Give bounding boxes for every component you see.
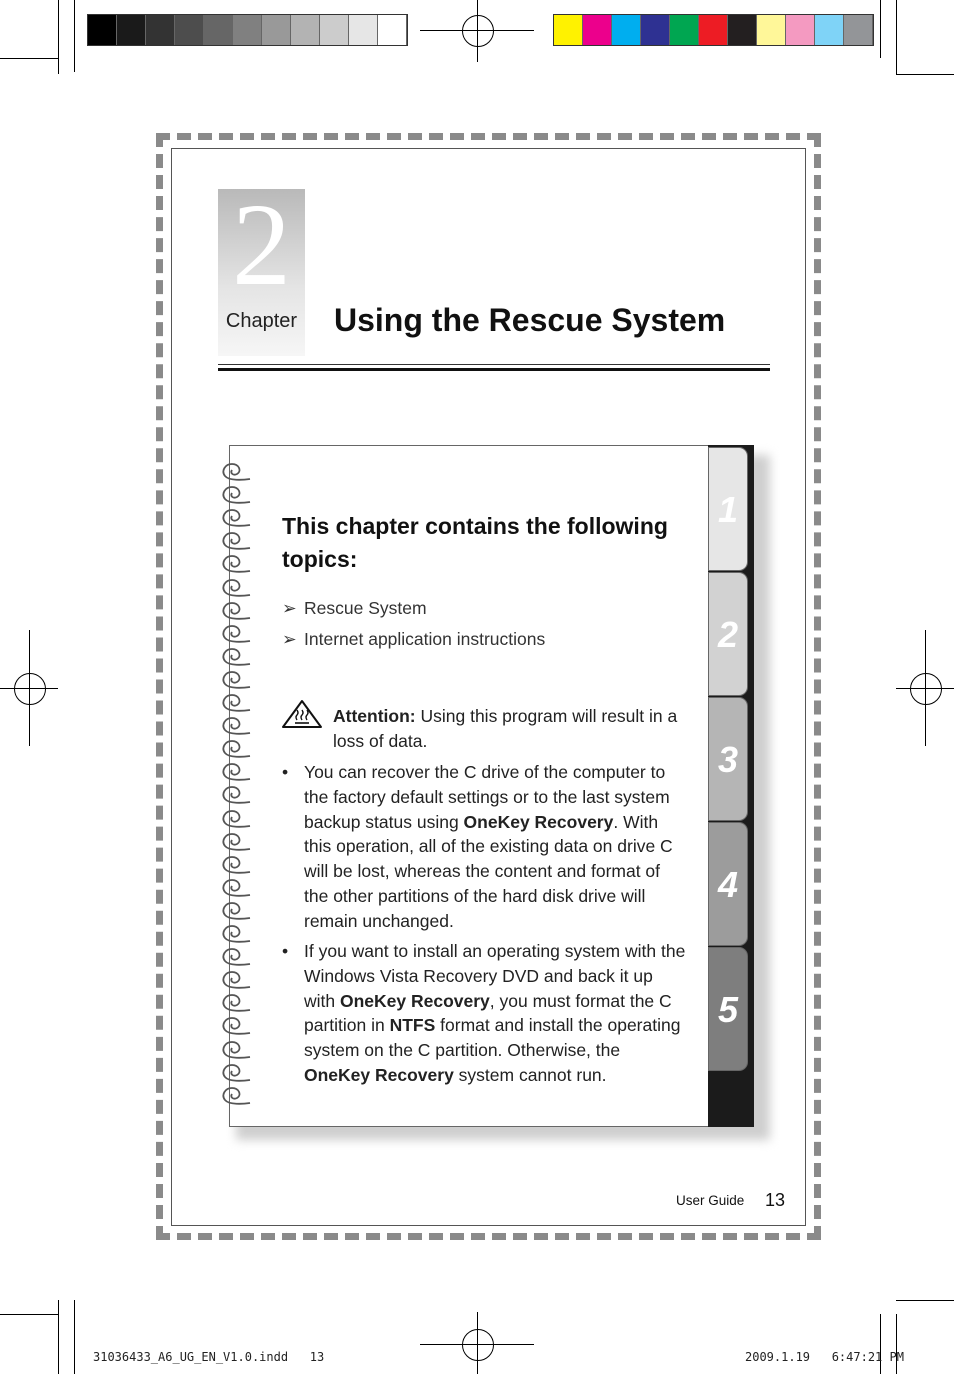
attention-note [333,704,688,754]
color-swatch [554,15,583,45]
spiral-ring-icon [221,878,253,899]
spiral-ring-icon [221,462,253,483]
spiral-ring-icon [221,855,253,876]
bullet-item [282,939,686,1114]
page-number: 13 [765,1190,786,1210]
text-segment: , you must format the C partition in [304,990,672,1036]
spiral-ring-icon [221,1016,253,1037]
color-bar [553,14,874,46]
title-rule-thin [218,364,770,365]
color-swatch [699,15,728,45]
color-swatch [815,15,844,45]
gray-swatch [262,15,291,45]
title-rule-thick [218,368,770,371]
spiral-ring-icon [221,1063,253,1084]
gray-swatch [320,15,349,45]
hot-surface-warning-icon [281,699,323,729]
text-segment: . With this operation, all of the existing data on drive C will be lost, whereas the content and format of the other partitions of the hard disk drive will remain unchanged. [304,811,673,931]
color-swatch [583,15,612,45]
bold-term: OneKey Recovery [339,990,490,1011]
spiral-ring-icon [221,993,253,1014]
color-swatch [670,15,699,45]
spiral-ring-icon [221,1040,253,1061]
chapter-tab-4: 4 [708,822,748,946]
bold-term: OneKey Recovery [463,811,614,832]
bullet-text [304,939,686,1088]
arrow-bullet-icon: ➢ [282,629,297,649]
gray-swatch [378,15,407,45]
spiral-ring-icon [221,809,253,830]
spiral-ring-icon [221,785,253,806]
color-swatch [786,15,815,45]
chapter-tab-2: 2 [708,572,748,696]
chapter-tab-5: 5 [708,947,748,1071]
color-swatch [728,15,757,45]
spiral-ring-icon [221,762,253,783]
topic-label: Rescue System [304,598,427,618]
gray-swatch [146,15,175,45]
spiral-ring-icon [221,901,253,922]
gray-swatch [88,15,117,45]
bold-term: NTFS [389,1015,436,1036]
spiral-ring-icon [221,970,253,991]
gray-swatch [117,15,146,45]
topic-label: Internet application instructions [304,629,546,649]
topics-heading: This chapter contains the following topics: [282,513,668,572]
attention-label: Attention: [333,706,416,726]
print-slug-timestamp: 2009.1.19 6:47:21 PM [745,1350,904,1364]
spiral-ring-icon [221,739,253,760]
spiral-ring-icon [221,670,253,691]
spiral-ring-icon [221,832,253,853]
text-segment: You can recover the C drive of the computer to the factory default settings or to the last system backup status using [304,762,670,832]
arrow-bullet-icon: ➢ [282,598,297,618]
chapter-label: Chapter [225,310,298,332]
topic-item [282,598,427,619]
color-swatch [757,15,786,45]
text-segment: format and install the operating system on the C partition. Otherwise, the [304,1015,681,1061]
bullet-dot: • [282,762,289,782]
spiral-ring-icon [221,693,253,714]
chapter-tab-3: 3 [708,697,748,821]
bullet-dot: • [282,941,289,961]
gray-swatch [291,15,320,45]
text-segment: system cannot run. [453,1064,607,1085]
spiral-ring-icon [221,601,253,622]
gray-swatch [204,15,233,45]
text-segment: If you want to install an operating system with the Windows Vista Recovery DVD and back it up with [304,941,686,1011]
color-swatch [844,15,873,45]
gray-swatch [175,15,204,45]
bold-term: OneKey Recovery [304,1064,454,1085]
spiral-ring-icon [221,624,253,645]
grayscale-bar [87,14,408,46]
chapter-title: Using the Rescue System [334,302,726,338]
gray-swatch [233,15,262,45]
color-swatch [612,15,641,45]
chapter-number: 2 [232,179,291,310]
topic-item [282,629,545,650]
spiral-ring-icon [221,947,253,968]
spiral-ring-icon [221,578,253,599]
bullet-text [304,760,686,934]
gray-swatch [349,15,378,45]
chapter-tab-1: 1 [708,447,748,571]
spiral-ring-icon [221,647,253,668]
spiral-ring-icon [221,554,253,575]
spiral-ring-icon [221,531,253,552]
spiral-ring-icon [221,508,253,529]
spiral-ring-icon [221,485,253,506]
attention-text: Using this program will result in a loss of data. [333,706,678,751]
spiral-ring-icon [221,716,253,737]
footer-label: User Guide [676,1193,745,1208]
color-swatch [641,15,670,45]
print-slug-file: 31036433_A6_UG_EN_V1.0.indd 13 [93,1350,325,1364]
spiral-ring-icon [221,1086,253,1107]
spiral-ring-icon [221,924,253,945]
bullet-item [282,760,682,935]
